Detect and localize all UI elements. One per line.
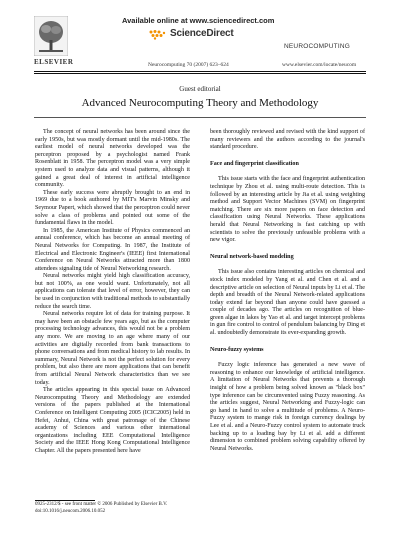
available-online-text: Available online at www.sciencedirect.com bbox=[122, 16, 275, 25]
left-column bbox=[35, 129, 190, 456]
article-title: Advanced Neurocomputing Theory and Methodology bbox=[81, 97, 319, 109]
sciencedirect-dots-icon bbox=[148, 29, 170, 40]
footnote-copyright: 0925-2312/$ - see front matter © 2006 Published by Elsevier B.V. bbox=[35, 502, 168, 507]
article-type: Guest editorial bbox=[179, 85, 221, 93]
header-rule-thick bbox=[34, 71, 366, 72]
publisher-logo-text: ELSEVIER bbox=[34, 58, 74, 66]
left-paragraph-6: The articles appearing in this special issue on Advanced Neurocomputing Theory and Methodology are extended versions of the papers published at the International Conference on Intelligent Computing 2005 (ICIC2005) held in Hefei, Anhui, China with great patronage of the Chinese academy of Sciences and various other international organizations including EEE Computational Intelligence Society and the IEEE Hong Kong Computational Intelligence Chapter. All the papers presented here have bbox=[35, 387, 190, 454]
elsevier-tree-logo-icon bbox=[34, 16, 68, 56]
title-rule bbox=[34, 117, 366, 118]
section-text-face: This issue starts with the face and fingerprint authentication technique by Zhou et al. using multi-route detection. This is followed by an interesting article by Jia et al. using weighting method and Support Vector Machines (SVM) on fingerprint matching. There are six more papers on face detection and classification using Neural Networks. These applications herald that Neural Networking is fast catching up with scientists to solve the previously unfeasible problems with a new vigor. bbox=[210, 176, 365, 244]
left-paragraph-3: In 1985, the American Institute of Physics commenced an annual conference, which has become an annual meeting of Neural Networks for Computing. In 1987, the Institute of Electrical and Electronic Engineer's (IEEE) first International Conference on Neural Networks attracted more than 1800 attendees signaling tide of Neural Networking research. bbox=[35, 227, 190, 272]
section-heading-face: Face and fingerprint classification bbox=[210, 160, 299, 167]
sciencedirect-logo bbox=[148, 27, 234, 41]
footnote bbox=[35, 502, 167, 515]
left-paragraph-5: Neural networks require lot of data for training purpose. It may have been an obstacle few years ago, but as the computer processing technology advances, this would not be a problem any more. We are moving to an age where many of our activities are digitally recorded from bank transactions to phone conversations and from medical history to lab results. In summary, Neural Network is not the perfect solution for every problem, but also there are more applications that can benefit from artificial Neural Network characteristics than we see today. bbox=[35, 311, 190, 386]
section-heading-neuro-fuzzy: Neuro-fuzzy systems bbox=[210, 346, 264, 353]
left-paragraph-1: The concept of neural networks has been around since the early 1950s, but was mostly dormant until the mid-1980s. The earliest model of neural networks developed was the perceptron proposed by a psychologist named Frank Rosenblatt in 1958. The perceptron model was a very simple system used to analyze data and visual patterns, although it gained a great deal of interest in artificial intelligence community. bbox=[35, 129, 190, 189]
header-rule-thin bbox=[34, 73, 366, 74]
footnote-rule bbox=[35, 500, 95, 501]
section-text-modeling: This issue also contains interesting articles on chemical and stock index modeled by Yang et al. and Chen et al. and a descriptive article on selection of Neural inputs by Li et al. The depth and breadth of the Neural Network-related applications today extend far beyond than anyone could have guessed a couple of decades ago. The articles on recognition of blue-green algae in lakes by Yao et al. and target intercept problems in gun fire control to control of pendulum balancing by Ding et al. undoubtedly demonstrate its ever-expanding growth. bbox=[210, 269, 365, 337]
left-paragraph-2: These early success were abruptly brought to an end in 1969 due to a book authored by MIT's Marvin Minsky and Seymour Papert, which showed that the perceptron could never solve a class of problems and pointed out some of the fundamental flaws in the model. bbox=[35, 189, 190, 227]
right-column bbox=[210, 129, 365, 453]
footnote-doi[interactable]: doi:10.1016/j.neucom.2006.10.052 bbox=[35, 508, 106, 514]
journal-name: NEUROCOMPUTING bbox=[284, 43, 350, 50]
citation: Neurocomputing 70 (2007) 623–624 bbox=[148, 62, 229, 68]
section-heading-modeling: Neural network-based modeling bbox=[210, 253, 294, 260]
journal-url[interactable]: www.elsevier.com/locate/neucom bbox=[282, 62, 357, 68]
section-text-neuro-fuzzy: Fuzzy logic inference has generated a new wave of reasoning to enhance our knowledge of artificial intelligence. A limitation of Neural Networks that prevents a thorough insight of how a problem being solved known as "black box" type inference can be circumvented using Fuzzy reasoning. As the articles suggest, Neural Networking and Fuzzy-logic can go hand in hand to solve a multitude of problems. A Neuro-Fuzzy system to mange risk in foreign currency dealings by Lee et al. and a Neuro-Fuzzy control system to automate truck backing up to a loading bay by Li et al. add a different dimension to combined problem solving capability offered by Neural Networks. bbox=[210, 362, 365, 452]
left-paragraph-4: Neural networks might yield high classification accuracy, but not 100%, as one would want. Unfortunately, not all applications can tolerate that level of error, however, they can be used in conjunction with traditional methods to substantially reduce the search time. bbox=[35, 273, 190, 310]
right-intro: been thoroughly reviewed and revised with the kind support of many reviewers and the authors according to the journal's standard procedure. bbox=[210, 129, 365, 151]
sciencedirect-logo-text: ScienceDirect bbox=[170, 28, 234, 39]
